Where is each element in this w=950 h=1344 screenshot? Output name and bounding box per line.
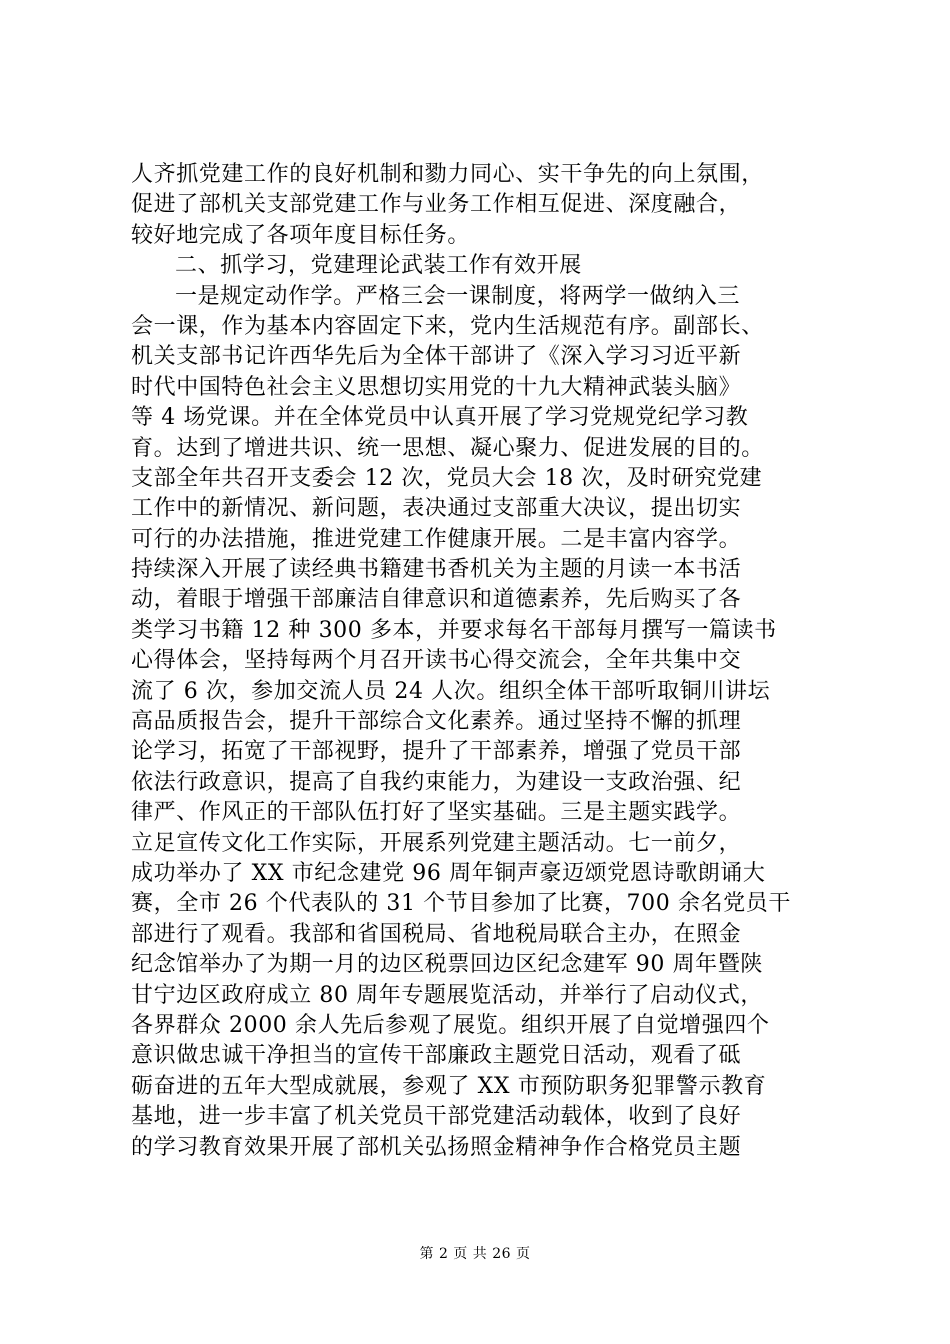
page-footer: 第 2 页 共 26 页 [419,1246,531,1262]
text-line: 一是规定动作学。严格三会一课制度，将两学一做纳入三 [175,283,741,309]
text-line: 的学习教育效果开展了部机关弘扬照金精神争作合格党员主题 [131,1134,742,1160]
text-line: 成功举办了 XX 市纪念建党 96 周年铜声豪迈颂党恩诗歌朗诵大 [131,860,766,886]
text-line: 机关支部书记许西华先后为全体干部讲了《深入学习习近平新 [131,344,742,370]
text-line: 动，着眼于增强干部廉洁自律意识和道德素养，先后购买了各 [131,587,742,613]
text-line: 较好地完成了各项年度目标任务。 [131,222,471,248]
text-line: 高品质报告会，提升干部综合文化素养。通过坚持不懈的抓理 [131,709,742,735]
text-line: 纪念馆举办了为期一月的边区税票回边区纪念建军 90 周年暨陕 [131,952,763,978]
text-line: 基地，进一步丰富了机关党员干部党建活动载体，收到了良好 [131,1104,742,1130]
text-line: 赛，全市 26 个代表队的 31 个节目参加了比赛，700 余名党员干 [131,891,791,917]
text-line: 砺奋进的五年大型成就展，参观了 XX 市预防职务犯罪警示教育 [131,1073,767,1099]
document-body [131,160,831,1163]
text-line: 人齐抓党建工作的良好机制和勠力同心、实干争先的向上氛围， [131,162,764,187]
text-line: 育。达到了增进共识、统一思想、凝心聚力、促进发展的目的。 [131,435,764,461]
text-line: 部进行了观看。我部和省国税局、省地税局联合主办，在照金 [131,921,742,947]
text-line: 支部全年共召开支委会 12 次，党员大会 18 次，及时研究党建 [131,465,763,491]
text-line: 流了 6 次，参加交流人员 24 人次。组织全体干部听取铜川讲坛 [131,678,771,704]
text-line: 律严、作风正的干部队伍打好了坚实基础。三是主题实践学。 [131,800,742,826]
text-line: 工作中的新情况、新问题，表决通过支部重大决议，提出切实 [131,496,742,522]
text-line: 类学习书籍 12 种 300 多本，并要求每名干部每月撰写一篇读书 [131,617,777,643]
text-line: 持续深入开展了读经典书籍建书香机关为主题的月读一本书活 [131,557,742,583]
text-line: 各界群众 2000 余人先后参观了展览。组织开展了自觉增强四个 [131,1012,770,1038]
text-line: 可行的办法措施，推进党建工作健康开展。二是丰富内容学。 [131,526,742,552]
text-line: 甘宁边区政府成立 80 周年专题展览活动，并举行了启动仪式， [131,982,763,1008]
text-line: 时代中国特色社会主义思想切实用党的十九大精神武装头脑》 [131,374,742,400]
text-line: 立足宣传文化工作实际，开展系列党建主题活动。七一前夕， [131,830,742,856]
text-line: 论学习，拓宽了干部视野，提升了干部素养，增强了党员干部 [131,739,742,765]
text-line: 会一课，作为基本内容固定下来，党内生活规范有序。副部长、 [131,313,764,339]
text-line: 二、抓学习，党建理论武装工作有效开展 [175,253,582,279]
text-line: 心得体会，坚持每两个月召开读书心得交流会，全年共集中交 [131,648,742,674]
text-line: 促进了部机关支部党建工作与业务工作相互促进、深度融合， [131,192,742,218]
text-line: 等 4 场党课。并在全体党员中认真开展了学习党规党纪学习教 [131,405,749,431]
text-line: 意识做忠诚干净担当的宣传干部廉政主题党日活动，观看了砥 [131,1043,742,1069]
text-line: 依法行政意识，提高了自我约束能力，为建设一支政治强、纪 [131,769,742,795]
